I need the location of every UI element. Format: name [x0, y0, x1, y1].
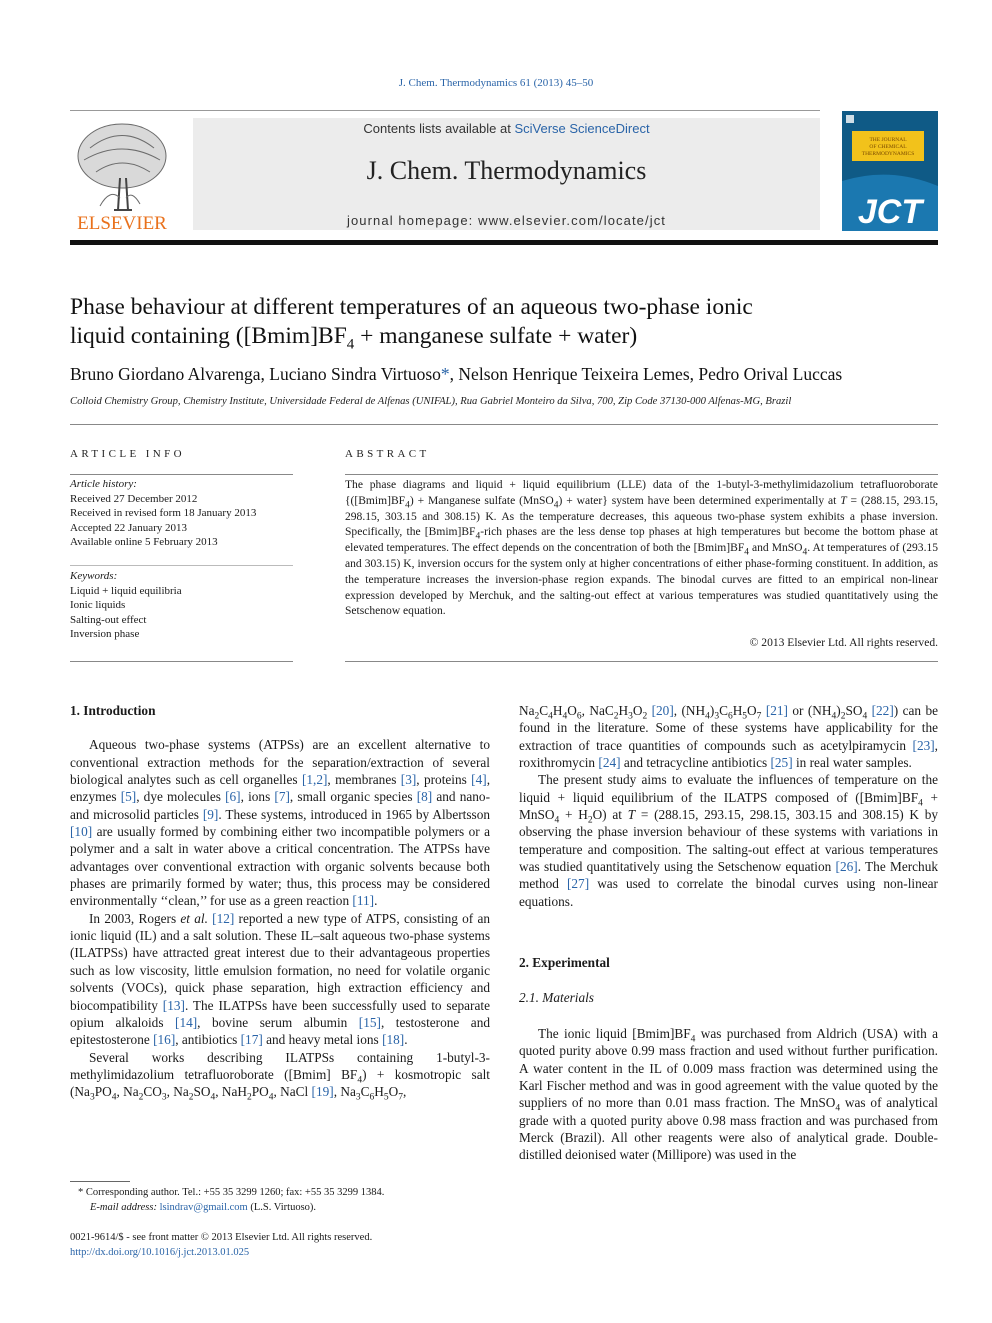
- corresponding-author-note: * Corresponding author. Tel.: +55 35 3299 1260; fax: +55 35 3299 1384.: [78, 1187, 385, 1198]
- homepage-prefix: journal homepage:: [346, 213, 479, 228]
- journal-name: J. Chem. Thermodynamics: [366, 156, 647, 185]
- header-thick-rule: [70, 240, 938, 245]
- abstract-copyright: © 2013 Elsevier Ltd. All rights reserved.: [749, 637, 938, 649]
- abstract-text: The phase diagrams and liquid + liquid equilibrium (LLE) data of the 1-butyl-3-methylimidazolium tetrafluoroborate {$([Bmim]BF_4)$ + Manganese sulfate (MnSO$_4$) + water} system have been determined experimentally at T = (288.15, 293.15, 298.15, 303.15 and 308.15) K. As the temperature decreases, this aqueous two-phase system exhibits a phase inversion. Specifically, the $[Bmim]BF_4$-rich phases are the less dense top phases at high temperatures but become the bottom phase at elevated temperatures. The effect depends on the concentration of both the $[Bmim]BF_4$ and MnSO$_4$. At temperatures of (293.15 and 303.15) K, inversion occurs for the system only at higher concentrations of either phase-forming constituent. In addition, as the temperature increases the inversion-phase region expands. The binodal curves are fitted to an empirical non-linear expression developed by Merchuk, and the salting-out effect at various temperatures was studied quantitatively using the Setschenow equation.: [345, 479, 938, 618]
- affiliation: Colloid Chemistry Group, Chemistry Institute, Universidade Federal de Alfenas (UNIFAL), Rua Gabriel Monteiro da Silva, 700, Zip Code 37130-000 Alfenas-MG, Brazil: [70, 396, 792, 407]
- contents-prefix: Contents lists available at: [363, 121, 515, 136]
- citation-link[interactable]: [5]: [120, 789, 137, 805]
- keywords-label: Keywords:: [70, 570, 118, 582]
- sciencedirect-link[interactable]: SciVerse ScienceDirect: [514, 121, 650, 136]
- svg-text:THERMODYNAMICS: THERMODYNAMICS: [861, 151, 915, 157]
- history-label: Article history:: [70, 478, 137, 490]
- elsevier-logo: [70, 118, 174, 234]
- citation-link[interactable]: [14]: [175, 1014, 198, 1030]
- citation-link[interactable]: [22]: [871, 703, 894, 718]
- citation-link[interactable]: [4]: [471, 772, 487, 788]
- journal-citation[interactable]: J. Chem. Thermodynamics 61 (2013) 45–50: [398, 77, 594, 89]
- citation-link[interactable]: [24]: [598, 755, 621, 771]
- citation-link[interactable]: [3]: [400, 772, 417, 788]
- author-list: [70, 364, 950, 385]
- citation-link[interactable]: [10]: [70, 824, 93, 840]
- paragraph: The present study aims to evaluate the influences of temperature on the liquid + liquid equilibrium of the ILATPS composed of ($[Bmim]BF_4$ + MnSO$_4$ + $H_2O$) at T = (288.15, 293.15, 298.15, 303.15 and 308.15) K by observing the phase inversion behaviour of these systems with variations in temperature and composition. The salting-out effect at various temperatures was studied quantitatively using the Setschenow equation [26]. The Merchuk method [27] was used to correlate the binodal curves using non-linear equations.: [519, 772, 939, 909]
- citation-link[interactable]: [26]: [835, 859, 858, 875]
- citation-link[interactable]: [1,2]: [301, 772, 328, 788]
- section-heading-experimental: 2. Experimental: [519, 955, 610, 971]
- keywords-rule: [70, 565, 293, 566]
- email-link[interactable]: lsindrav@gmail.com: [159, 1202, 248, 1213]
- imprint: [70, 1230, 490, 1260]
- affiliation-rule: [70, 424, 938, 425]
- citation-link[interactable]: [7]: [274, 789, 290, 805]
- article-info-heading: ARTICLE INFO: [70, 448, 185, 460]
- citation-link[interactable]: [9]: [202, 806, 219, 822]
- citation-link[interactable]: [11]: [352, 893, 375, 909]
- citation-link[interactable]: [21]: [765, 703, 788, 718]
- doi-link[interactable]: http://dx.doi.org/10.1016/j.jct.2013.01.025: [70, 1247, 250, 1258]
- citation-link[interactable]: [17]: [240, 1032, 263, 1048]
- paragraph: $Na_2C_4H_4O_6$, $NaC_2H_3O_2$ [20], $(NH_4)_3C_6H_5O_7$ [21] or $(NH_4)_2SO_4$ [22]) can be found in the literature. Some of these systems have applicability for the extraction of trace quantities of compounds such as acetylpiramycin [23], roxithromycin [24] and tetracycline antibiotics [25] in real water samples.: [519, 703, 938, 771]
- body-left-column: [70, 702, 490, 1101]
- footnote-rule: [70, 1181, 130, 1182]
- email-note: E-mail address: lsindrav@gmail.com (L.S. Virtuoso).: [90, 1202, 317, 1213]
- journal-homepage: [193, 213, 820, 228]
- citation-link[interactable]: [16]: [153, 1032, 176, 1048]
- abstract-heading: ABSTRACT: [345, 448, 430, 460]
- corresponding-author-mark[interactable]: *: [440, 364, 450, 384]
- authors-part-1: Bruno Giordano Alvarenga, Luciano Sindra Virtuoso: [70, 364, 441, 384]
- citation-link[interactable]: [18]: [382, 1032, 405, 1048]
- keyword: Salting-out effect: [70, 613, 147, 626]
- paragraph: Aqueous two-phase systems (ATPSs) are an excellent alternative to conventional extraction methods for the separation/extraction of several biological analytes such as cell organelles [1,2], membranes [3], proteins [4], enzymes [5], dye molecules [6], ions [7], small organic species [8] and nano- and microsolid particles [9]. These systems, introduced in 1965 by Albertsson [10] are usually formed by combining either two incompatible polymers or a polymer and a salt in water above a critical concentration. The ATPSs have advantages over conventional extraction with organic solvents because both phases are primarily formed by water; thus, this process may be considered environmentally ‘‘clean,’’ for use as a green reaction [11].: [70, 737, 491, 909]
- citation-link[interactable]: [8]: [416, 789, 433, 805]
- article-history: [70, 477, 300, 550]
- paragraph: The ionic liquid $[Bmim]BF_4$ was purchased from Aldrich (USA) with a quoted purity above 0.99 mass fraction and used without further purification. A water content in the IL of 0.009 mass fraction was determined using the Karl Fischer method and was in good agreement with the value quoted by the suppliers of no more than 0.01 mass fraction. The MnSO$_4$ was of analytical grade with a quoted purity above 0.98 mass fraction and was purchased from Merck (Brazil). All other reagents were also of analytical grade. Double-distilled deionised water (Millipore) was used in the: [519, 1025, 938, 1163]
- citation-link[interactable]: [23]: [912, 737, 935, 753]
- article-title: [70, 293, 940, 351]
- abstract-rule: [345, 474, 938, 475]
- authors-part-2: , Nelson Henrique Teixeira Lemes, Pedro Orival Luccas: [449, 364, 843, 384]
- contents-line: [193, 121, 820, 136]
- citation-link[interactable]: [6]: [225, 789, 241, 805]
- citation-link[interactable]: [13]: [162, 997, 185, 1013]
- history-item: Accepted 22 January 2013: [70, 521, 187, 534]
- elsevier-tree-icon: [70, 118, 174, 234]
- svg-text:OF CHEMICAL: OF CHEMICAL: [869, 144, 907, 150]
- journal-cover[interactable]: [842, 111, 938, 231]
- header-top-rule: [70, 110, 820, 111]
- citation-link[interactable]: [20]: [651, 703, 674, 718]
- keyword: Inversion phase: [70, 628, 140, 640]
- title-line-1: Phase behaviour at different temperatures of an aqueous two-phase ionic: [70, 294, 753, 320]
- keyword: Ionic liquids: [70, 599, 126, 611]
- paragraph: Several works describing ILATPSs containing 1-butyl-3-methylimidazolium tetrafluoroborate ([Bmim] $BF_4$) + kosmotropic salt ($Na_3PO_4$, $Na_2CO_3$, $Na_2SO_4$, $NaH_2PO_4$, NaCl [19], $Na_3C_6H_5O_7$,: [70, 1049, 490, 1103]
- history-item: Available online 5 February 2013: [70, 536, 218, 548]
- citation-link[interactable]: [19]: [311, 1084, 334, 1100]
- body-right-column: [519, 702, 938, 1164]
- paragraph: In 2003, Rogers et al. [12] reported a new type of ATPS, consisting of an ionic liquid (IL) and a salt solution. These IL–salt aqueous two-phase systems (ILATPSs) have attracted great interest due to their advantageous properties such as low viscosity, little emulsion formation, no need for volatile organic solvents (VOCs), quick phase separation, high extraction efficiency and biocompatibility [13]. The ILATPSs have been successfully used to separate opium alkaloids [14], bovine serum albumin [15], testosterone and epitestosterone [16], antibiotics [17] and heavy metal ions [18].: [70, 910, 491, 1048]
- history-item: Received 27 December 2012: [70, 492, 198, 505]
- journal-cover-art: [842, 111, 938, 231]
- abstract-bottom-rule: [345, 661, 938, 662]
- citation-link[interactable]: [25]: [770, 755, 793, 771]
- cover-jct-wordmark: JCT: [857, 193, 923, 231]
- keywords: [70, 569, 300, 642]
- homepage-link[interactable]: www.elsevier.com/locate/jct: [478, 213, 667, 228]
- subsection-heading-materials: 2.1. Materials: [519, 990, 594, 1006]
- svg-text:THE JOURNAL: THE JOURNAL: [869, 137, 907, 143]
- elsevier-wordmark: ELSEVIER: [77, 213, 167, 234]
- corresponding-author-footnote: [70, 1185, 490, 1215]
- keyword: Liquid + liquid equilibria: [70, 584, 182, 597]
- issn-line: 0021-9614/$ - see front matter © 2013 Elsevier Ltd. All rights reserved.: [70, 1232, 373, 1243]
- section-heading-introduction: 1. Introduction: [70, 703, 156, 718]
- citation-link[interactable]: [15]: [358, 1014, 381, 1030]
- article-info-rule: [70, 474, 293, 475]
- history-item: Received in revised form 18 January 2013: [70, 507, 257, 519]
- citation-link[interactable]: [27]: [566, 876, 590, 892]
- title-line-2: liquid containing ($[Bmim]BF_4$ + manganese sulfate + water): [70, 323, 638, 353]
- article-info-bottom-rule: [70, 661, 293, 662]
- citation-link[interactable]: [12]: [212, 910, 235, 926]
